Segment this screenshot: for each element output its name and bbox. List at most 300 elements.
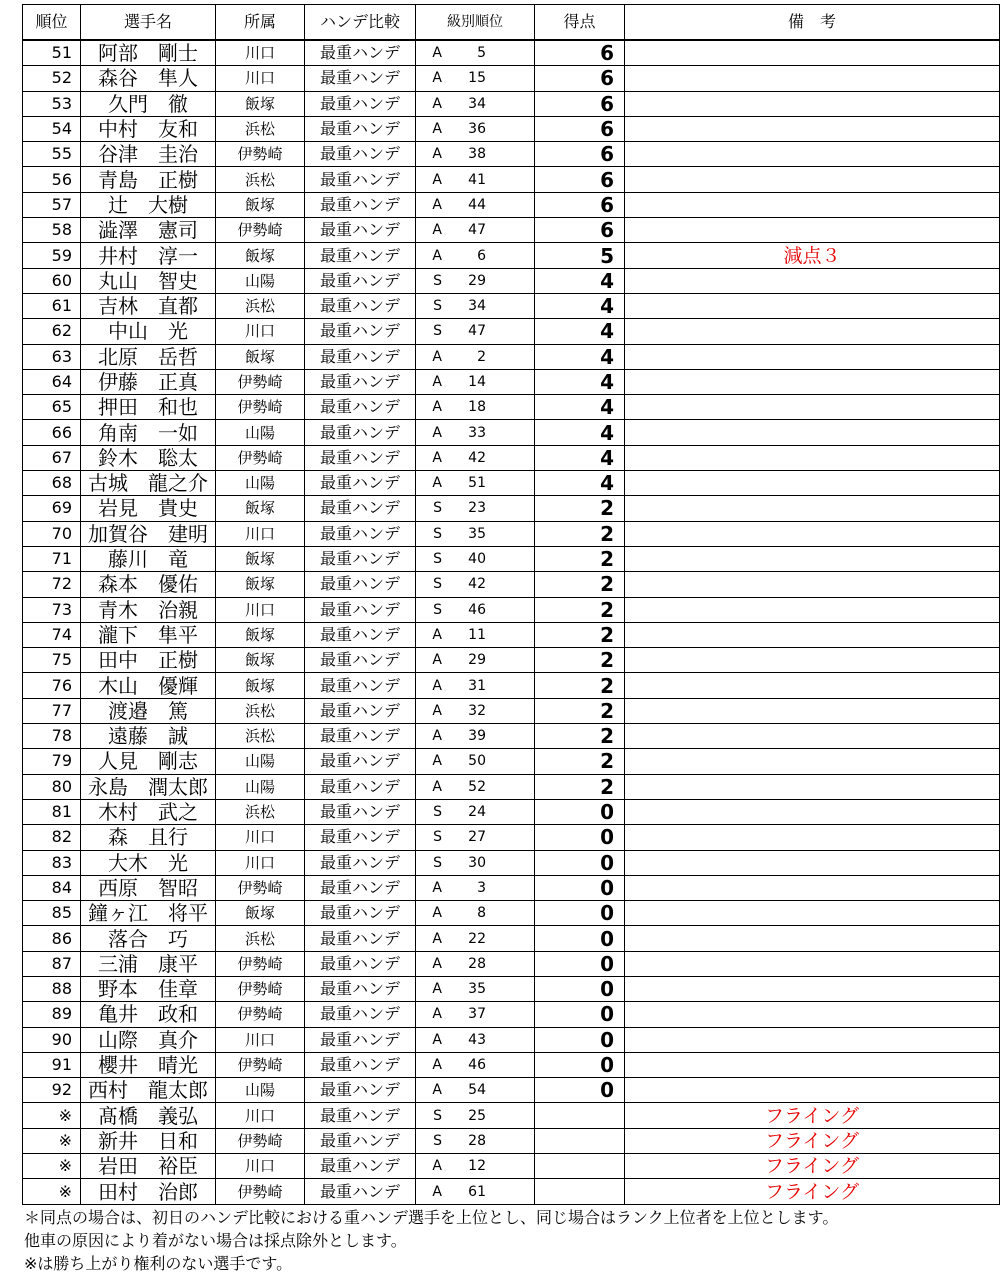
affiliation-cell: 伊勢崎	[216, 1052, 305, 1077]
class-number: 61	[468, 1183, 486, 1200]
class-number: 18	[468, 399, 486, 416]
points-cell: 6	[535, 142, 625, 167]
table-row	[23, 1103, 1000, 1128]
rank-cell: 87	[23, 951, 81, 976]
class-rank-cell	[416, 395, 535, 420]
handicap-cell: 最重ハンデ	[305, 243, 416, 268]
class-rank-cell	[416, 293, 535, 318]
class-number: 32	[468, 702, 486, 719]
rank-cell: 71	[23, 546, 81, 571]
points-cell: 0	[535, 825, 625, 850]
table-row	[23, 774, 1000, 799]
class-rank-cell	[416, 344, 535, 369]
class-number: 23	[468, 500, 486, 517]
name-cell: 髙橋 義弘	[81, 1103, 216, 1128]
class-number: 39	[468, 728, 486, 745]
name-cell: 櫻井 晴光	[81, 1052, 216, 1077]
notes-cell	[625, 445, 1000, 470]
affiliation-cell: 山陽	[216, 774, 305, 799]
handicap-cell: 最重ハンデ	[305, 1002, 416, 1027]
points-cell: 0	[535, 1078, 625, 1103]
class-rank-cell	[416, 875, 535, 900]
footnote-exclusion: 他車の原因により着がない場合は採点除外とします。	[24, 1231, 407, 1250]
affiliation-cell: 山陽	[216, 1078, 305, 1103]
notes-cell	[625, 875, 1000, 900]
table-row	[23, 673, 1000, 698]
table-row	[23, 648, 1000, 673]
affiliation-cell: 浜松	[216, 724, 305, 749]
handicap-cell: 最重ハンデ	[305, 850, 416, 875]
class-number: 15	[468, 70, 486, 87]
notes-cell	[625, 1002, 1000, 1027]
class-letter: S	[433, 804, 442, 821]
class-rank-cell	[416, 1002, 535, 1027]
points-cell: 2	[535, 648, 625, 673]
name-cell: 青島 正樹	[81, 167, 216, 192]
rank-cell: 84	[23, 875, 81, 900]
class-number: 14	[468, 374, 486, 390]
name-cell: 加賀谷 建明	[81, 521, 216, 546]
handicap-cell: 最重ハンデ	[305, 369, 416, 394]
points-cell: 2	[535, 572, 625, 597]
rank-cell: 85	[23, 901, 81, 926]
notes-cell	[625, 319, 1000, 344]
class-letter: A	[432, 247, 442, 264]
class-rank-cell	[416, 597, 535, 622]
class-number: 46	[468, 601, 486, 618]
handicap-cell: 最重ハンデ	[305, 1128, 416, 1153]
notes-cell: フライング	[625, 1128, 1000, 1153]
notes-cell	[625, 40, 1000, 66]
class-letter: A	[432, 222, 442, 239]
name-cell: 鈴木 聡太	[81, 445, 216, 470]
name-cell: 新井 日和	[81, 1128, 216, 1153]
notes-cell	[625, 546, 1000, 571]
points-cell: 4	[535, 293, 625, 318]
class-letter: S	[433, 829, 442, 846]
points-cell	[535, 1103, 625, 1128]
handicap-cell: 最重ハンデ	[305, 293, 416, 318]
table-row	[23, 1052, 1000, 1077]
notes-cell	[625, 218, 1000, 243]
class-rank-cell	[416, 471, 535, 496]
affiliation-cell: 浜松	[216, 293, 305, 318]
name-cell: 田中 正樹	[81, 648, 216, 673]
class-number: 41	[468, 171, 486, 188]
class-number: 35	[468, 981, 486, 998]
class-rank-cell	[416, 901, 535, 926]
table-row	[23, 572, 1000, 597]
table-row	[23, 40, 1000, 66]
class-letter: S	[433, 854, 442, 871]
rank-cell: 79	[23, 749, 81, 774]
class-letter: A	[432, 905, 442, 922]
class-number: 38	[468, 146, 486, 163]
name-cell: 丸山 智史	[81, 268, 216, 293]
name-cell: 永島 潤太郎	[81, 774, 216, 799]
table-row	[23, 875, 1000, 900]
class-letter: A	[432, 753, 442, 770]
class-rank-cell	[416, 445, 535, 470]
table-row	[23, 369, 1000, 394]
handicap-cell: 最重ハンデ	[305, 825, 416, 850]
class-letter: A	[432, 171, 442, 188]
class-rank-cell	[416, 698, 535, 723]
notes-cell	[625, 1027, 1000, 1052]
class-number: 3	[477, 879, 486, 896]
rank-cell: 61	[23, 293, 81, 318]
handicap-cell: 最重ハンデ	[305, 344, 416, 369]
notes-cell	[625, 698, 1000, 723]
header-handicap: ハンデ比較	[305, 5, 416, 41]
points-cell: 0	[535, 850, 625, 875]
points-cell: 6	[535, 218, 625, 243]
affiliation-cell: 浜松	[216, 799, 305, 824]
handicap-cell: 最重ハンデ	[305, 521, 416, 546]
notes-cell	[625, 774, 1000, 799]
affiliation-cell: 飯塚	[216, 572, 305, 597]
notes-cell	[625, 142, 1000, 167]
class-number: 35	[468, 525, 486, 542]
class-rank-cell	[416, 1179, 535, 1204]
name-cell: 藤川 竜	[81, 546, 216, 571]
class-number: 31	[468, 677, 486, 694]
class-rank-cell	[416, 116, 535, 141]
table-row	[23, 344, 1000, 369]
notes-cell	[625, 1078, 1000, 1103]
name-cell: 岩見 貴史	[81, 496, 216, 521]
header-rank: 順位	[23, 5, 81, 41]
rank-cell: 52	[23, 66, 81, 91]
points-cell: 0	[535, 901, 625, 926]
class-rank-cell	[416, 673, 535, 698]
class-rank-cell	[416, 572, 535, 597]
points-cell: 6	[535, 167, 625, 192]
points-cell: 0	[535, 799, 625, 824]
points-cell: 0	[535, 951, 625, 976]
class-number: 42	[468, 449, 486, 466]
handicap-cell: 最重ハンデ	[305, 40, 416, 66]
table-row	[23, 420, 1000, 445]
rank-cell: 63	[23, 344, 81, 369]
class-rank-cell	[416, 420, 535, 445]
notes-cell	[625, 951, 1000, 976]
name-cell: 吉林 直都	[81, 293, 216, 318]
notes-cell	[625, 673, 1000, 698]
table-row	[23, 496, 1000, 521]
affiliation-cell: 川口	[216, 40, 305, 66]
class-letter: S	[433, 601, 442, 618]
class-letter: A	[432, 121, 442, 138]
notes-cell	[625, 369, 1000, 394]
points-cell: 4	[535, 369, 625, 394]
table-row	[23, 546, 1000, 571]
name-cell: 久門 徹	[81, 91, 216, 116]
header-notes: 備 考	[625, 5, 1000, 41]
handicap-cell: 最重ハンデ	[305, 1179, 416, 1204]
table-row	[23, 319, 1000, 344]
affiliation-cell: 飯塚	[216, 648, 305, 673]
class-letter: A	[432, 981, 442, 998]
class-rank-cell	[416, 850, 535, 875]
class-rank-cell	[416, 369, 535, 394]
table-row	[23, 218, 1000, 243]
points-cell: 2	[535, 774, 625, 799]
table-row	[23, 142, 1000, 167]
handicap-cell: 最重ハンデ	[305, 673, 416, 698]
rank-cell: 58	[23, 218, 81, 243]
class-number: 28	[468, 955, 486, 972]
rank-cell: 66	[23, 420, 81, 445]
name-cell: 阿部 剛士	[81, 40, 216, 66]
table-row	[23, 850, 1000, 875]
affiliation-cell: 飯塚	[216, 622, 305, 647]
handicap-cell: 最重ハンデ	[305, 875, 416, 900]
affiliation-cell: 伊勢崎	[216, 218, 305, 243]
name-cell: 辻 大樹	[81, 192, 216, 217]
table-row	[23, 724, 1000, 749]
points-cell	[535, 1154, 625, 1179]
handicap-cell: 最重ハンデ	[305, 1154, 416, 1179]
rank-cell: 60	[23, 268, 81, 293]
affiliation-cell: 伊勢崎	[216, 1002, 305, 1027]
name-cell: 田村 治郎	[81, 1179, 216, 1204]
points-cell: 2	[535, 546, 625, 571]
notes-cell	[625, 648, 1000, 673]
class-letter: A	[432, 424, 442, 441]
class-number: 44	[468, 196, 486, 213]
name-cell: 森谷 隼人	[81, 66, 216, 91]
class-number: 47	[468, 323, 486, 340]
class-rank-cell	[416, 825, 535, 850]
class-rank-cell	[416, 774, 535, 799]
points-cell: 2	[535, 622, 625, 647]
class-number: 2	[477, 348, 486, 365]
affiliation-cell: 川口	[216, 66, 305, 91]
class-rank-cell	[416, 167, 535, 192]
notes-cell: 減点３	[625, 243, 1000, 268]
class-number: 43	[468, 1031, 486, 1048]
class-rank-cell	[416, 749, 535, 774]
handicap-cell: 最重ハンデ	[305, 66, 416, 91]
name-cell: 落合 巧	[81, 926, 216, 951]
class-rank-cell	[416, 648, 535, 673]
name-cell: 中村 友和	[81, 116, 216, 141]
class-letter: A	[432, 475, 442, 492]
class-letter: A	[432, 95, 442, 112]
notes-cell	[625, 167, 1000, 192]
points-cell: 4	[535, 471, 625, 496]
handicap-cell: 最重ハンデ	[305, 1052, 416, 1077]
class-letter: A	[432, 1082, 442, 1099]
name-cell: 押田 和也	[81, 395, 216, 420]
table-row	[23, 622, 1000, 647]
points-cell: 6	[535, 116, 625, 141]
name-cell: 谷津 圭治	[81, 142, 216, 167]
rank-cell: 69	[23, 496, 81, 521]
table-row	[23, 976, 1000, 1001]
name-cell: 鐘ヶ江 将平	[81, 901, 216, 926]
rank-cell: 92	[23, 1078, 81, 1103]
name-cell: 木山 優輝	[81, 673, 216, 698]
class-rank-cell	[416, 319, 535, 344]
rank-cell: 90	[23, 1027, 81, 1052]
class-number: 29	[468, 652, 486, 669]
class-rank-cell	[416, 40, 535, 66]
affiliation-cell: 浜松	[216, 926, 305, 951]
handicap-cell: 最重ハンデ	[305, 976, 416, 1001]
footnote-tiebreak: ＊同点の場合は、初日のハンデ比較における重ハンデ選手を上位とし、同じ場合はランク上位者を上位とします。	[24, 1208, 839, 1227]
notes-cell	[625, 799, 1000, 824]
table-row	[23, 1128, 1000, 1153]
name-cell: 野本 佳章	[81, 976, 216, 1001]
rank-cell: 65	[23, 395, 81, 420]
handicap-cell: 最重ハンデ	[305, 319, 416, 344]
class-number: 29	[468, 272, 486, 289]
table-row	[23, 91, 1000, 116]
class-rank-cell	[416, 546, 535, 571]
class-letter: A	[432, 1183, 442, 1200]
rank-cell: ※	[23, 1103, 81, 1128]
class-rank-cell	[416, 142, 535, 167]
class-letter: A	[432, 955, 442, 972]
class-number: 34	[468, 95, 486, 112]
class-number: 52	[468, 778, 486, 795]
class-letter: S	[433, 525, 442, 542]
class-letter: A	[432, 930, 442, 947]
points-cell: 2	[535, 521, 625, 546]
rank-cell: 83	[23, 850, 81, 875]
affiliation-cell: 山陽	[216, 471, 305, 496]
name-cell: 瀧下 隼平	[81, 622, 216, 647]
class-number: 8	[477, 905, 486, 922]
notes-cell: フライング	[625, 1179, 1000, 1204]
class-letter: A	[432, 449, 442, 466]
class-letter: A	[432, 652, 442, 669]
class-rank-cell	[416, 1052, 535, 1077]
affiliation-cell: 飯塚	[216, 91, 305, 116]
name-cell: 西村 龍太郎	[81, 1078, 216, 1103]
notes-cell	[625, 268, 1000, 293]
notes-cell	[625, 521, 1000, 546]
rank-cell: 76	[23, 673, 81, 698]
name-cell: 井村 淳一	[81, 243, 216, 268]
class-number: 30	[468, 854, 486, 871]
notes-cell	[625, 395, 1000, 420]
class-rank-cell	[416, 268, 535, 293]
affiliation-cell: 伊勢崎	[216, 369, 305, 394]
class-number: 25	[468, 1107, 486, 1124]
affiliation-cell: 浜松	[216, 698, 305, 723]
handicap-cell: 最重ハンデ	[305, 471, 416, 496]
notes-cell	[625, 850, 1000, 875]
class-number: 37	[468, 1006, 486, 1023]
points-cell: 0	[535, 1002, 625, 1027]
rank-cell: 59	[23, 243, 81, 268]
points-cell: 6	[535, 66, 625, 91]
class-letter: S	[433, 298, 442, 315]
affiliation-cell: 伊勢崎	[216, 445, 305, 470]
handicap-cell: 最重ハンデ	[305, 142, 416, 167]
rank-cell: 86	[23, 926, 81, 951]
handicap-cell: 最重ハンデ	[305, 799, 416, 824]
affiliation-cell: 伊勢崎	[216, 976, 305, 1001]
affiliation-cell: 川口	[216, 825, 305, 850]
rank-cell: 91	[23, 1052, 81, 1077]
class-number: 36	[468, 121, 486, 138]
class-number: 34	[468, 298, 486, 315]
class-letter: A	[432, 70, 442, 87]
class-number: 33	[468, 424, 486, 441]
header-row	[23, 5, 1000, 41]
name-cell: 木村 武之	[81, 799, 216, 824]
class-letter: A	[432, 45, 442, 62]
rank-cell: ※	[23, 1179, 81, 1204]
class-rank-cell	[416, 218, 535, 243]
notes-cell	[625, 496, 1000, 521]
affiliation-cell: 浜松	[216, 167, 305, 192]
affiliation-cell: 伊勢崎	[216, 951, 305, 976]
notes-cell	[625, 976, 1000, 1001]
handicap-cell: 最重ハンデ	[305, 597, 416, 622]
class-letter: A	[432, 1031, 442, 1048]
points-cell: 2	[535, 496, 625, 521]
class-letter: S	[433, 576, 442, 593]
class-letter: A	[432, 702, 442, 719]
rank-cell: 73	[23, 597, 81, 622]
handicap-cell: 最重ハンデ	[305, 1103, 416, 1128]
rank-cell: 81	[23, 799, 81, 824]
class-number: 11	[468, 626, 486, 643]
handicap-cell: 最重ハンデ	[305, 1027, 416, 1052]
rank-cell: 89	[23, 1002, 81, 1027]
rank-cell: 54	[23, 116, 81, 141]
affiliation-cell: 川口	[216, 597, 305, 622]
name-cell: 古城 龍之介	[81, 471, 216, 496]
points-cell: 6	[535, 192, 625, 217]
points-cell: 6	[535, 40, 625, 66]
notes-cell	[625, 1052, 1000, 1077]
notes-cell: フライング	[625, 1103, 1000, 1128]
class-number: 46	[468, 1057, 486, 1074]
points-cell: 6	[535, 91, 625, 116]
notes-cell	[625, 572, 1000, 597]
notes-cell: フライング	[625, 1154, 1000, 1179]
name-cell: 森本 優佑	[81, 572, 216, 597]
points-cell: 2	[535, 724, 625, 749]
table-row	[23, 926, 1000, 951]
table-row	[23, 243, 1000, 268]
handicap-cell: 最重ハンデ	[305, 774, 416, 799]
table-row	[23, 749, 1000, 774]
header-affiliation: 所属	[216, 5, 305, 41]
handicap-cell: 最重ハンデ	[305, 901, 416, 926]
class-letter: A	[432, 1057, 442, 1074]
notes-cell	[625, 901, 1000, 926]
notes-cell	[625, 471, 1000, 496]
affiliation-cell: 伊勢崎	[216, 1128, 305, 1153]
points-cell: 4	[535, 319, 625, 344]
notes-cell	[625, 192, 1000, 217]
rank-cell: 57	[23, 192, 81, 217]
affiliation-cell: 山陽	[216, 268, 305, 293]
name-cell: 渡邉 篤	[81, 698, 216, 723]
points-cell: 2	[535, 597, 625, 622]
table-row	[23, 901, 1000, 926]
class-rank-cell	[416, 1128, 535, 1153]
class-number: 47	[468, 222, 486, 239]
handicap-cell: 最重ハンデ	[305, 698, 416, 723]
